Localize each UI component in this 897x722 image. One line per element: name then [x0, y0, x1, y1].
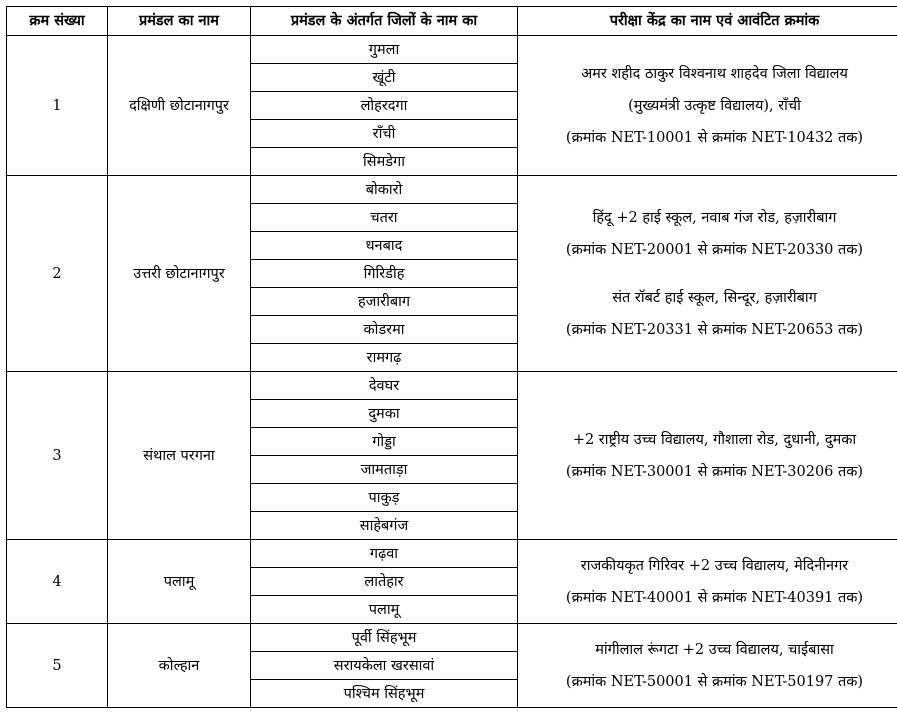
header-districts: प्रमंडल के अंतर्गत जिलों के नाम का [251, 7, 518, 36]
header-division: प्रमंडल का नाम [108, 7, 251, 36]
center-name-text: +2 राष्ट्रीय उच्च विद्यालय, गौशाला रोड, दुधानी, दुमका [572, 431, 857, 448]
table-row [7, 36, 897, 64]
district-name-cell: पाकुड़ [251, 484, 518, 512]
header-row [7, 7, 897, 36]
district-name-cell: गिरिडीह [251, 260, 518, 288]
table-row [7, 176, 897, 204]
district-name-cell: लातेहार [251, 568, 518, 596]
district-name-cell: पश्चिम सिंहभूम [251, 680, 518, 708]
table-row [7, 540, 897, 568]
district-name-cell: धनबाद [251, 232, 518, 260]
center-range-text: (क्रमांक NET-50001 से क्रमांक NET-50197 तक) [565, 673, 864, 690]
district-name-cell: साहेबगंज [251, 512, 518, 540]
division-name-cell: संथाल परगना [108, 372, 251, 540]
district-name-cell: जामताड़ा [251, 456, 518, 484]
exam-center-cell [518, 372, 897, 540]
district-name-cell: बोकारो [251, 176, 518, 204]
exam-center-cell [518, 540, 897, 624]
exam-center-cell [518, 624, 897, 708]
district-name-cell: कोडरमा [251, 316, 518, 344]
division-name-cell: उत्तरी छोटानागपुर [108, 176, 251, 372]
header-center: परीक्षा केंद्र का नाम एवं आवंटित क्रमांक [518, 7, 897, 36]
division-name-cell: दक्षिणी छोटानागपुर [108, 36, 251, 176]
district-name-cell: खूंटी [251, 64, 518, 92]
division-name-cell: कोल्हान [108, 624, 251, 708]
district-name-cell: चतरा [251, 204, 518, 232]
district-name-cell: पूर्वी सिंहभूम [251, 624, 518, 652]
district-name-cell: गोड्डा [251, 428, 518, 456]
district-name-cell: सरायकेला खरसावां [251, 652, 518, 680]
district-name-cell: रामगढ़ [251, 344, 518, 372]
district-name-cell: पलामू [251, 596, 518, 624]
table-row [7, 372, 897, 400]
center-name-text: राजकीयकृत गिरिवर +2 उच्च विद्यालय, मेदिनीनगर [580, 557, 849, 574]
serial-number-cell: 5 [7, 624, 108, 708]
district-name-cell: हजारीबाग [251, 288, 518, 316]
center-range-text: (क्रमांक NET-10001 से क्रमांक NET-10432 तक) [565, 129, 864, 146]
serial-number-cell: 1 [7, 36, 108, 176]
center-range-text: (क्रमांक NET-20331 से क्रमांक NET-20653 तक) [565, 321, 864, 338]
center-name-text: संत रॉबर्ट हाई स्कूल, सिन्दूर, हज़ारीबाग [612, 289, 817, 306]
exam-center-table [6, 6, 897, 708]
district-name-cell: गुमला [251, 36, 518, 64]
district-name-cell: राँची [251, 120, 518, 148]
center-range-text: (क्रमांक NET-30001 से क्रमांक NET-30206 तक) [565, 463, 864, 480]
header-serial: क्रम संख्या [7, 7, 108, 36]
district-name-cell: देवघर [251, 372, 518, 400]
exam-center-cell [518, 176, 897, 372]
table-row [7, 624, 897, 652]
serial-number-cell: 2 [7, 176, 108, 372]
center-name-text: (मुख्यमंत्री उत्कृष्ट विद्यालय), राँची [628, 97, 801, 114]
district-name-cell: गढ़वा [251, 540, 518, 568]
center-range-text: (क्रमांक NET-20001 से क्रमांक NET-20330 तक) [565, 241, 864, 258]
district-name-cell: सिमडेगा [251, 148, 518, 176]
center-gap [520, 266, 897, 282]
center-name-text: मांगीलाल रूंगटा +2 उच्च विद्यालय, चाईबासा [595, 641, 834, 658]
division-name-cell: पलामू [108, 540, 251, 624]
center-name-text: हिंदू +2 हाई स्कूल, नवाब गंज रोड, हज़ारीबाग [592, 209, 837, 226]
district-name-cell: दुमका [251, 400, 518, 428]
center-name-text: अमर शहीद ठाकुर विश्वनाथ शाहदेव जिला विद्यालय [581, 65, 848, 82]
exam-center-cell [518, 36, 897, 176]
serial-number-cell: 3 [7, 372, 108, 540]
serial-number-cell: 4 [7, 540, 108, 624]
table-body [7, 36, 897, 708]
district-name-cell: लोहरदगा [251, 92, 518, 120]
center-range-text: (क्रमांक NET-40001 से क्रमांक NET-40391 तक) [565, 589, 864, 606]
